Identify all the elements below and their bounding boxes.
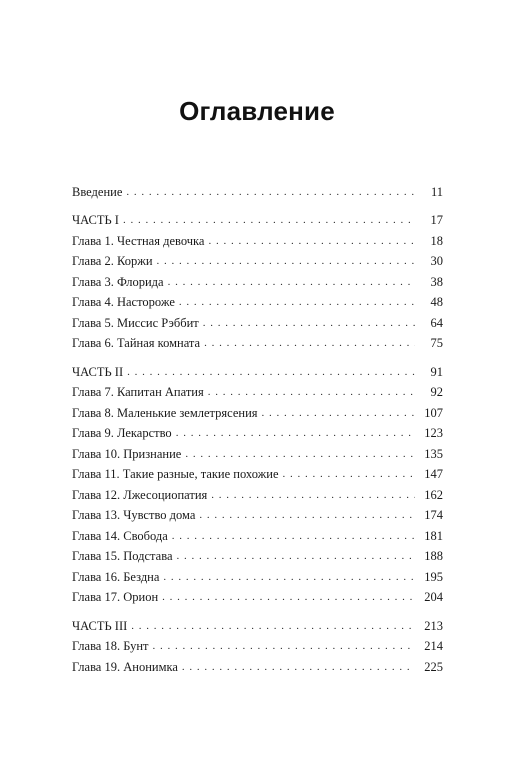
toc-entry: [72, 543, 443, 564]
toc-entry: [72, 227, 443, 248]
toc-part-entry: [72, 207, 443, 228]
toc-entry-page-number: 11: [430, 184, 443, 199]
toc-entry-label: Глава 10. Признание: [72, 447, 185, 461]
toc-entry: [72, 289, 443, 310]
toc-entry-page-number: 91: [430, 364, 443, 379]
toc-entry-label: ЧАСТЬ III: [72, 619, 131, 633]
dot-leader: [168, 275, 415, 289]
toc-entry-label: Глава 17. Орион: [72, 590, 162, 604]
dot-leader: [131, 619, 415, 633]
toc-entry-label: ЧАСТЬ I: [72, 213, 123, 227]
dot-leader: [203, 316, 415, 330]
toc-entry-page-number: 214: [424, 639, 443, 653]
toc-entry: [72, 399, 443, 420]
toc-entry-label: Глава 9. Лекарство: [72, 426, 176, 440]
toc-entry-page-number: 188: [424, 549, 443, 563]
toc-entry-label: Введение: [72, 185, 126, 199]
toc-entry: [72, 309, 443, 330]
dot-leader: [126, 185, 415, 199]
dot-leader: [199, 508, 415, 522]
toc-part-entry: [72, 358, 443, 379]
toc-entry-label: Глава 16. Бездна: [72, 570, 163, 584]
toc-entry-label: Глава 3. Флорида: [72, 275, 168, 289]
toc-entry-label: Глава 18. Бунт: [72, 639, 153, 653]
dot-leader: [204, 336, 415, 350]
toc-entry-label: Глава 6. Тайная комната: [72, 336, 204, 350]
toc-entry-page-number: 18: [430, 233, 443, 248]
toc-entry-label: Глава 7. Капитан Апатия: [72, 385, 208, 399]
dot-leader: [208, 385, 415, 399]
toc-entry: [72, 178, 443, 199]
toc-entry: [72, 379, 443, 400]
dot-leader: [283, 467, 415, 481]
toc-entry-label: Глава 1. Честная девочка: [72, 234, 208, 248]
toc-entry-label: ЧАСТЬ II: [72, 365, 127, 379]
toc-entry: [72, 440, 443, 461]
toc-entry-page-number: 123: [424, 426, 443, 440]
toc-entry: [72, 633, 443, 654]
toc-entry-label: Глава 14. Свобода: [72, 529, 172, 543]
toc-entry-page-number: 92: [430, 385, 443, 399]
toc-entry: [72, 481, 443, 502]
toc-entry-page-number: 30: [430, 254, 443, 268]
dot-leader: [262, 406, 415, 420]
toc-entry-page-number: 147: [424, 467, 443, 481]
toc-entry-page-number: 174: [424, 508, 443, 522]
dot-leader: [162, 590, 415, 604]
toc-entry-page-number: 38: [430, 274, 443, 289]
dot-leader: [179, 295, 415, 309]
dot-leader: [177, 549, 415, 563]
toc-entry-page-number: 213: [424, 618, 443, 633]
toc-entry-label: Глава 13. Чувство дома: [72, 508, 199, 522]
toc-entry-page-number: 195: [424, 569, 443, 584]
toc-entry-page-number: 204: [424, 590, 443, 604]
toc-entry-label: Глава 8. Маленькие землетрясения: [72, 406, 262, 420]
toc-entry-page-number: 181: [424, 528, 443, 543]
table-of-contents: [72, 178, 443, 674]
dot-leader: [182, 660, 415, 674]
dot-leader: [123, 213, 415, 227]
toc-entry: [72, 420, 443, 441]
toc-entry: [72, 653, 443, 674]
toc-entry: [72, 563, 443, 584]
toc-entry-label: Глава 15. Подстава: [72, 549, 177, 563]
dot-leader: [176, 426, 415, 440]
dot-leader: [185, 447, 415, 461]
toc-entry-label: Глава 19. Анонимка: [72, 660, 182, 674]
toc-entry-label: Глава 2. Коржи: [72, 254, 157, 268]
dot-leader: [172, 529, 415, 543]
dot-leader: [163, 570, 415, 584]
toc-entry-page-number: 48: [430, 295, 443, 309]
toc-entry: [72, 502, 443, 523]
toc-entry: [72, 584, 443, 605]
toc-entry-label: Глава 12. Лжесоциопатия: [72, 488, 211, 502]
toc-entry-page-number: 75: [430, 336, 443, 350]
toc-entry-page-number: 162: [424, 487, 443, 502]
dot-leader: [157, 254, 415, 268]
toc-entry-page-number: 225: [424, 659, 443, 674]
toc-entry-page-number: 64: [430, 315, 443, 330]
page-title: Оглавление: [179, 96, 335, 126]
toc-entry: [72, 522, 443, 543]
dot-leader: [208, 234, 415, 248]
toc-entry-label: Глава 4. Настороже: [72, 295, 179, 309]
toc-entry-page-number: 17: [430, 213, 443, 227]
toc-part-entry: [72, 612, 443, 633]
toc-entry-page-number: 107: [424, 405, 443, 420]
dot-leader: [127, 365, 415, 379]
toc-entry: [72, 268, 443, 289]
toc-entry: [72, 248, 443, 269]
dot-leader: [153, 639, 415, 653]
toc-entry: [72, 330, 443, 351]
toc-entry-page-number: 135: [424, 446, 443, 461]
toc-entry-label: Глава 11. Такие разные, такие похожие: [72, 467, 283, 481]
toc-entry: [72, 461, 443, 482]
dot-leader: [211, 488, 415, 502]
toc-entry-label: Глава 5. Миссис Рэббит: [72, 316, 203, 330]
